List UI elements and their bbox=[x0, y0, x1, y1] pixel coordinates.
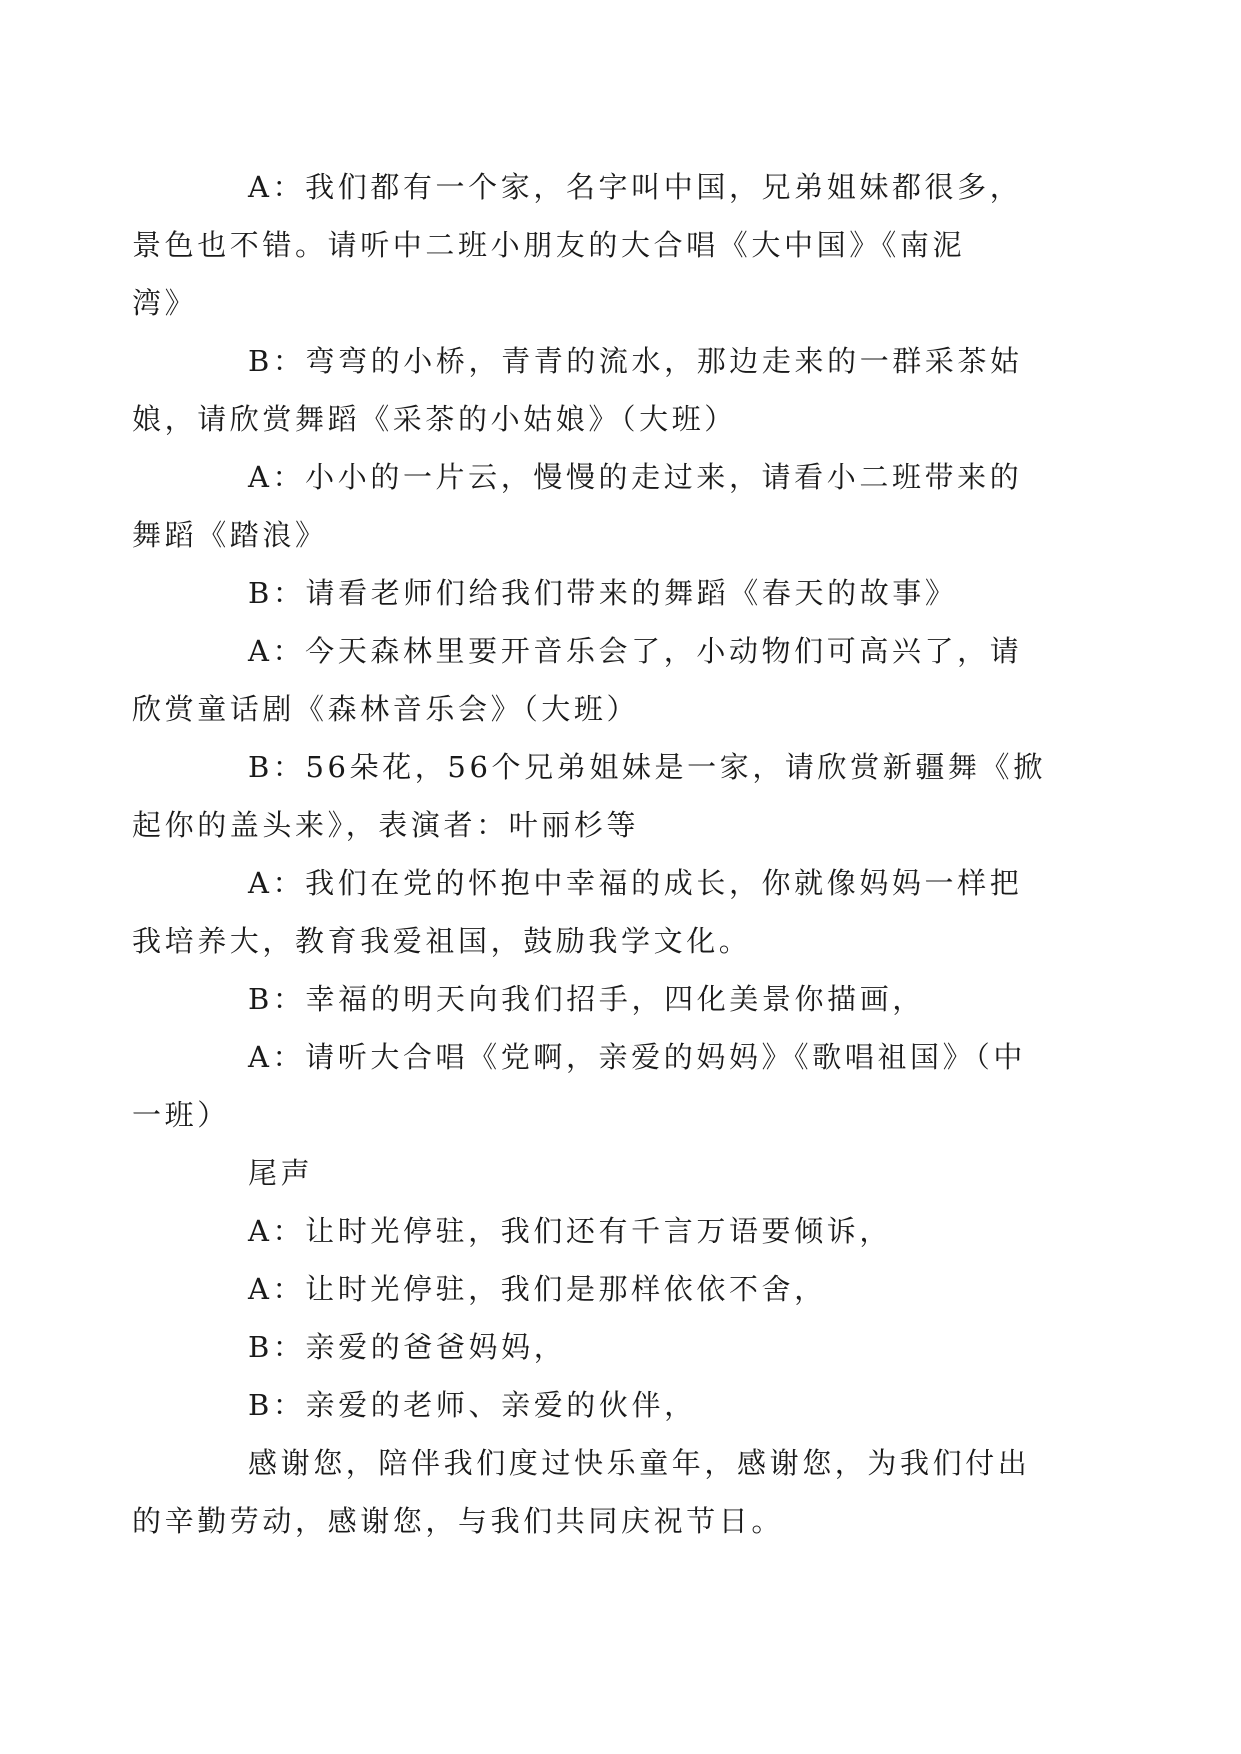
paragraph bbox=[132, 332, 1050, 448]
text-line: A：今天森林里要开音乐会了，小动物们可高兴了，请 bbox=[248, 634, 1023, 668]
paragraph bbox=[132, 738, 1050, 854]
document-body bbox=[132, 158, 1050, 1550]
text-line: 的辛勤劳动，感谢您，与我们共同庆祝节日。 bbox=[132, 1504, 785, 1538]
paragraph bbox=[190, 1318, 1050, 1376]
text-line: A：小小的一片云，慢慢的走过来，请看小二班带来的 bbox=[248, 460, 1023, 494]
paragraph bbox=[190, 1260, 1050, 1318]
text-line: A：让时光停驻，我们是那样依依不舍， bbox=[248, 1272, 827, 1306]
text-line: 湾》 bbox=[132, 286, 198, 320]
text-line: B：56朵花，56个兄弟姐妹是一家，请欣赏新疆舞《掀 bbox=[248, 750, 1046, 784]
paragraph bbox=[132, 854, 1050, 970]
text-line: A：我们都有一个家，名字叫中国，兄弟姐妹都很多， bbox=[248, 170, 1023, 204]
text-line: 一班） bbox=[132, 1098, 230, 1132]
paragraph bbox=[132, 448, 1050, 564]
paragraph bbox=[132, 158, 1050, 332]
text-line: 我培养大，教育我爱祖国，鼓励我学文化。 bbox=[132, 924, 752, 958]
text-line: B：亲爱的爸爸妈妈， bbox=[248, 1330, 567, 1364]
paragraph bbox=[190, 970, 1050, 1028]
paragraph bbox=[190, 1202, 1050, 1260]
text-line: B：请看老师们给我们带来的舞蹈《春天的故事》 bbox=[248, 576, 958, 610]
text-line: B：弯弯的小桥，青青的流水，那边走来的一群采茶姑 bbox=[248, 344, 1023, 378]
paragraph bbox=[190, 564, 1050, 622]
text-line: A：让时光停驻，我们还有千言万语要倾诉， bbox=[248, 1214, 892, 1248]
text-line: 娘，请欣赏舞蹈《采茶的小姑娘》（大班） bbox=[132, 402, 737, 436]
text-line: B：幸福的明天向我们招手，四化美景你描画， bbox=[248, 982, 925, 1016]
paragraph bbox=[132, 1434, 1050, 1550]
text-line: 欣赏童话剧《森林音乐会》（大班） bbox=[132, 692, 640, 726]
paragraph bbox=[190, 1376, 1050, 1434]
text-line: B：亲爱的老师、亲爱的伙伴， bbox=[248, 1388, 697, 1422]
paragraph bbox=[132, 622, 1050, 738]
text-line: 起你的盖头来》，表演者：叶丽杉等 bbox=[132, 808, 640, 842]
paragraph bbox=[132, 1028, 1050, 1144]
section-heading bbox=[190, 1144, 1050, 1202]
text-line: A：我们在党的怀抱中幸福的成长，你就像妈妈一样把 bbox=[248, 866, 1023, 900]
text-line: 景色也不错。请听中二班小朋友的大合唱《大中国》《南泥 bbox=[132, 228, 966, 262]
text-line: 感谢您，陪伴我们度过快乐童年，感谢您，为我们付出 bbox=[248, 1446, 1031, 1480]
text-line: 舞蹈《踏浪》 bbox=[132, 518, 328, 552]
text-line: A：请听大合唱《党啊，亲爱的妈妈》《歌唱祖国》（中 bbox=[248, 1040, 1026, 1074]
text-line: 尾声 bbox=[248, 1156, 314, 1190]
